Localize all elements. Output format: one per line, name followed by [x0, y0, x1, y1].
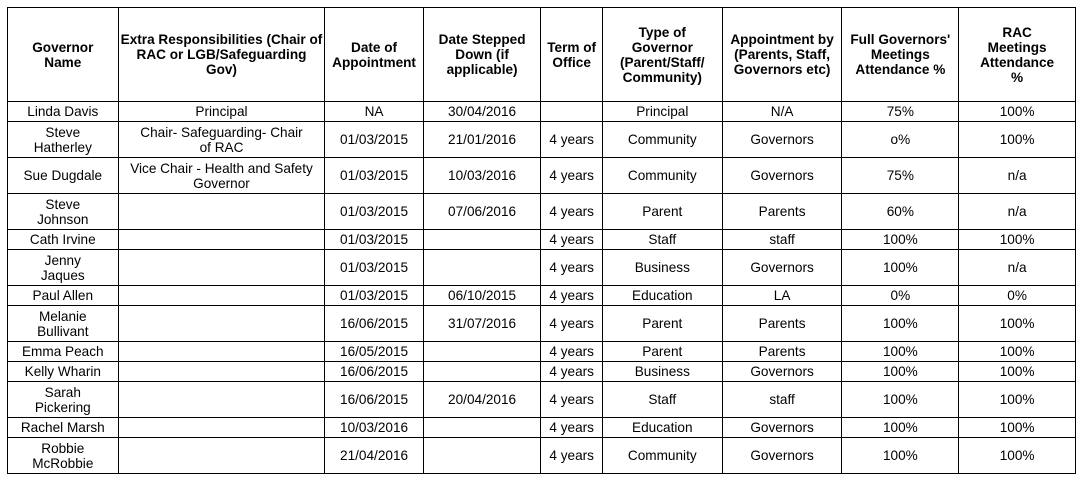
full-governors-attendance-cell: 0%	[842, 286, 959, 306]
header-row	[8, 8, 1076, 102]
term-of-office-cell: 4 years	[541, 438, 602, 474]
extra-responsibilities-cell: Principal	[118, 102, 325, 122]
date-of-appointment-cell: 21/04/2016	[325, 438, 423, 474]
type-of-governor-cell: Parent	[602, 306, 722, 342]
header-full-governors-attendance: Full Governors' Meetings Attendance %	[842, 8, 959, 102]
header-term-of-office: Term of Office	[541, 8, 602, 102]
rac-attendance-cell: 100%	[959, 122, 1076, 158]
table-row	[8, 438, 1076, 474]
date-of-appointment-cell: 01/03/2015	[325, 122, 423, 158]
date-of-appointment-cell: 01/03/2015	[325, 194, 423, 230]
appointment-by-cell: N/A	[722, 102, 842, 122]
table-row	[8, 194, 1076, 230]
governor-name-cell: Robbie McRobbie	[8, 438, 119, 474]
governor-name-cell: Jenny Jaques	[8, 250, 119, 286]
appointment-by-cell: LA	[722, 286, 842, 306]
table-row	[8, 342, 1076, 362]
governor-name-cell: Rachel Marsh	[8, 418, 119, 438]
header-date-stepped-down: Date Stepped Down (if applicable)	[423, 8, 541, 102]
term-of-office-cell: 4 years	[541, 230, 602, 250]
date-of-appointment-cell: 01/03/2015	[325, 250, 423, 286]
table-row	[8, 286, 1076, 306]
extra-responsibilities-cell	[118, 286, 325, 306]
full-governors-attendance-cell: 100%	[842, 438, 959, 474]
date-stepped-down-cell: 10/03/2016	[423, 158, 541, 194]
appointment-by-cell: staff	[722, 382, 842, 418]
header-governor-name: Governor Name	[8, 8, 119, 102]
appointment-by-cell: Governors	[722, 122, 842, 158]
table-row	[8, 122, 1076, 158]
date-stepped-down-cell: 31/07/2016	[423, 306, 541, 342]
type-of-governor-cell: Business	[602, 250, 722, 286]
type-of-governor-cell: Business	[602, 362, 722, 382]
governor-name-cell: Cath Irvine	[8, 230, 119, 250]
date-of-appointment-cell: 16/06/2015	[325, 306, 423, 342]
rac-attendance-cell: 0%	[959, 286, 1076, 306]
appointment-by-cell: Governors	[722, 250, 842, 286]
appointment-by-cell: Governors	[722, 362, 842, 382]
date-of-appointment-cell: 16/05/2015	[325, 342, 423, 362]
rac-attendance-cell: 100%	[959, 230, 1076, 250]
extra-responsibilities-cell	[118, 250, 325, 286]
type-of-governor-cell: Community	[602, 438, 722, 474]
term-of-office-cell: 4 years	[541, 382, 602, 418]
table-row	[8, 230, 1076, 250]
full-governors-attendance-cell: 100%	[842, 382, 959, 418]
rac-attendance-cell: n/a	[959, 158, 1076, 194]
term-of-office-cell: 4 years	[541, 194, 602, 230]
table-row	[8, 306, 1076, 342]
type-of-governor-cell: Education	[602, 286, 722, 306]
appointment-by-cell: Parents	[722, 194, 842, 230]
date-stepped-down-cell: 21/01/2016	[423, 122, 541, 158]
table-row	[8, 158, 1076, 194]
term-of-office-cell: 4 years	[541, 250, 602, 286]
type-of-governor-cell: Principal	[602, 102, 722, 122]
date-stepped-down-cell: 20/04/2016	[423, 382, 541, 418]
full-governors-attendance-cell: 100%	[842, 230, 959, 250]
appointment-by-cell: Parents	[722, 306, 842, 342]
table-row	[8, 418, 1076, 438]
table-row	[8, 250, 1076, 286]
rac-attendance-cell: 100%	[959, 362, 1076, 382]
extra-responsibilities-cell: Vice Chair - Health and Safety Governor	[118, 158, 325, 194]
term-of-office-cell: 4 years	[541, 306, 602, 342]
appointment-by-cell: Parents	[722, 342, 842, 362]
date-stepped-down-cell	[423, 230, 541, 250]
date-stepped-down-cell: 06/10/2015	[423, 286, 541, 306]
appointment-by-cell: Governors	[722, 158, 842, 194]
header-appointment-by: Appointment by (Parents, Staff, Governors etc)	[722, 8, 842, 102]
extra-responsibilities-cell: Chair- Safeguarding- Chair of RAC	[118, 122, 325, 158]
date-of-appointment-cell: 10/03/2016	[325, 418, 423, 438]
extra-responsibilities-cell	[118, 438, 325, 474]
full-governors-attendance-cell: 100%	[842, 418, 959, 438]
governor-name-cell: Emma Peach	[8, 342, 119, 362]
appointment-by-cell: Governors	[722, 418, 842, 438]
date-stepped-down-cell: 07/06/2016	[423, 194, 541, 230]
governor-name-cell: Sarah Pickering	[8, 382, 119, 418]
header-extra-responsibilities: Extra Responsibilities (Chair of RAC or LGB/Safeguarding Gov)	[118, 8, 325, 102]
full-governors-attendance-cell: 100%	[842, 362, 959, 382]
extra-responsibilities-cell	[118, 306, 325, 342]
type-of-governor-cell: Staff	[602, 230, 722, 250]
governor-name-cell: Kelly Wharin	[8, 362, 119, 382]
term-of-office-cell: 4 years	[541, 158, 602, 194]
extra-responsibilities-cell	[118, 194, 325, 230]
governor-name-cell: Steve Hatherley	[8, 122, 119, 158]
appointment-by-cell: staff	[722, 230, 842, 250]
date-stepped-down-cell	[423, 418, 541, 438]
type-of-governor-cell: Education	[602, 418, 722, 438]
date-of-appointment-cell: 16/06/2015	[325, 362, 423, 382]
header-type-of-governor: Type of Governor (Parent/Staff/ Community)	[602, 8, 722, 102]
rac-attendance-cell: 100%	[959, 306, 1076, 342]
date-stepped-down-cell	[423, 250, 541, 286]
table-row	[8, 362, 1076, 382]
date-of-appointment-cell: 01/03/2015	[325, 230, 423, 250]
date-stepped-down-cell: 30/04/2016	[423, 102, 541, 122]
date-stepped-down-cell	[423, 362, 541, 382]
rac-attendance-cell: 100%	[959, 438, 1076, 474]
governor-name-cell: Melanie Bullivant	[8, 306, 119, 342]
rac-attendance-cell: n/a	[959, 194, 1076, 230]
term-of-office-cell: 4 years	[541, 122, 602, 158]
extra-responsibilities-cell	[118, 362, 325, 382]
full-governors-attendance-cell: 100%	[842, 306, 959, 342]
date-of-appointment-cell: 01/03/2015	[325, 158, 423, 194]
rac-attendance-cell: n/a	[959, 250, 1076, 286]
governor-name-cell: Linda Davis	[8, 102, 119, 122]
term-of-office-cell: 4 years	[541, 418, 602, 438]
term-of-office-cell: 4 years	[541, 362, 602, 382]
extra-responsibilities-cell	[118, 418, 325, 438]
header-date-of-appointment: Date of Appointment	[325, 8, 423, 102]
type-of-governor-cell: Staff	[602, 382, 722, 418]
type-of-governor-cell: Parent	[602, 194, 722, 230]
full-governors-attendance-cell: o%	[842, 122, 959, 158]
term-of-office-cell: 4 years	[541, 342, 602, 362]
extra-responsibilities-cell	[118, 382, 325, 418]
table-row	[8, 382, 1076, 418]
rac-attendance-cell: 100%	[959, 418, 1076, 438]
term-of-office-cell	[541, 102, 602, 122]
date-stepped-down-cell	[423, 438, 541, 474]
rac-attendance-cell: 100%	[959, 342, 1076, 362]
rac-attendance-cell: 100%	[959, 382, 1076, 418]
full-governors-attendance-cell: 75%	[842, 102, 959, 122]
date-of-appointment-cell: 16/06/2015	[325, 382, 423, 418]
date-of-appointment-cell: NA	[325, 102, 423, 122]
full-governors-attendance-cell: 60%	[842, 194, 959, 230]
term-of-office-cell: 4 years	[541, 286, 602, 306]
header-rac-attendance: RAC Meetings Attendance %	[959, 8, 1076, 102]
governors-table	[7, 7, 1076, 474]
type-of-governor-cell: Community	[602, 122, 722, 158]
table-row	[8, 102, 1076, 122]
rac-attendance-cell: 100%	[959, 102, 1076, 122]
governor-name-cell: Sue Dugdale	[8, 158, 119, 194]
full-governors-attendance-cell: 75%	[842, 158, 959, 194]
governor-name-cell: Steve Johnson	[8, 194, 119, 230]
full-governors-attendance-cell: 100%	[842, 250, 959, 286]
governor-name-cell: Paul Allen	[8, 286, 119, 306]
date-stepped-down-cell	[423, 342, 541, 362]
extra-responsibilities-cell	[118, 342, 325, 362]
appointment-by-cell: Governors	[722, 438, 842, 474]
full-governors-attendance-cell: 100%	[842, 342, 959, 362]
type-of-governor-cell: Community	[602, 158, 722, 194]
date-of-appointment-cell: 01/03/2015	[325, 286, 423, 306]
extra-responsibilities-cell	[118, 230, 325, 250]
type-of-governor-cell: Parent	[602, 342, 722, 362]
